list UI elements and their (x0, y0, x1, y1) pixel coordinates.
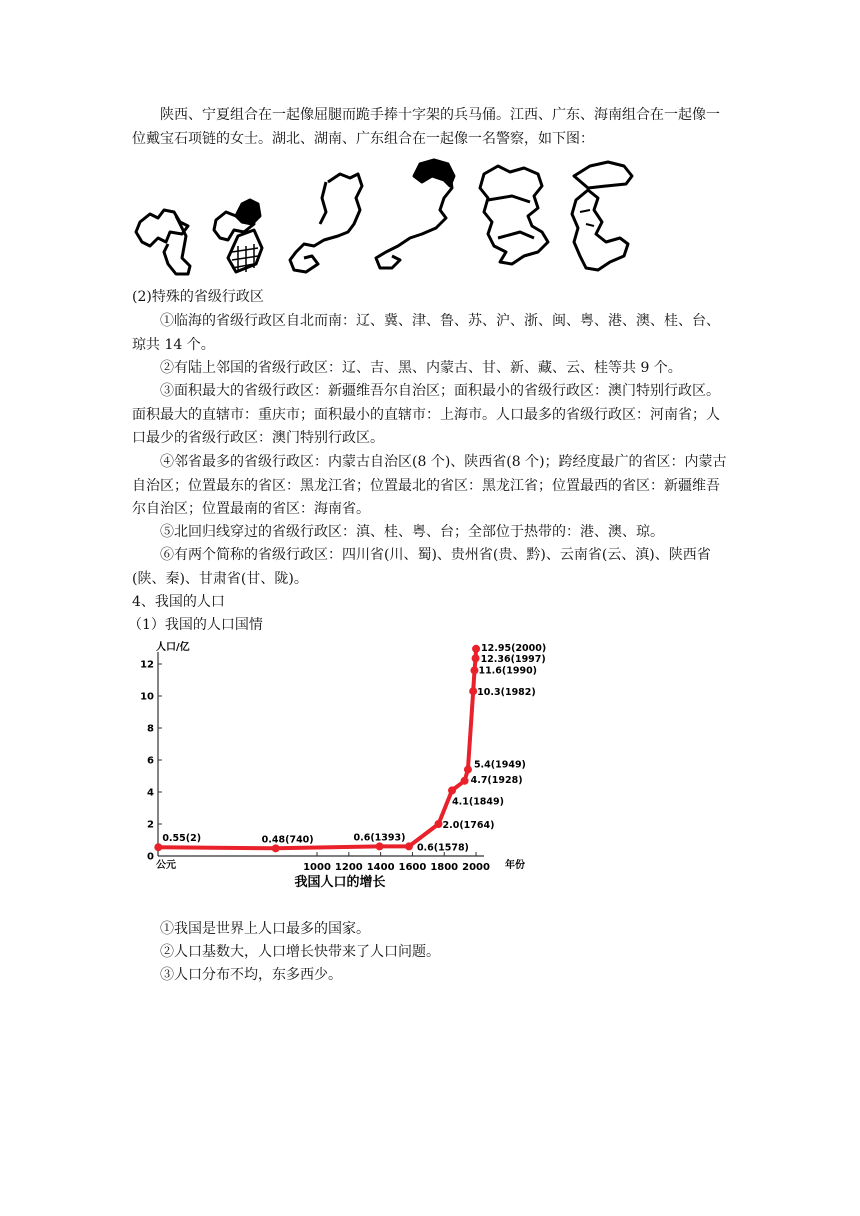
y-tick-label: 8 (147, 723, 154, 735)
data-point (272, 844, 280, 852)
x-tick-label: 1200 (334, 862, 363, 873)
x-axis-label: 年份 (505, 860, 525, 871)
x-tick-label: 1400 (366, 862, 395, 873)
y-tick-label: 10 (140, 691, 154, 703)
data-label: 12.95(2000) (481, 642, 547, 654)
data-point (472, 654, 480, 662)
subheading-population: （1）我国的人口国情 (128, 617, 263, 633)
data-label: 10.3(1982) (477, 687, 536, 699)
lady-profile-outline (376, 166, 452, 268)
data-label: 2.0(1764) (442, 820, 495, 831)
fact-item: ①我国是世界上人口最多的国家。 (160, 921, 370, 937)
y-tick-label: 6 (147, 755, 154, 767)
heading-population: 4、我国的人口 (132, 594, 225, 610)
data-label: 4.7(1928) (470, 774, 523, 786)
data-point (435, 820, 443, 828)
heading-special-regions: (2)特殊的省级行政区 (132, 289, 264, 305)
data-point (448, 786, 456, 794)
intro-paragraph: 陕西、宁夏组合在一起像屈腿而跪手捧十字架的兵马俑。江西、广东、海南组合在一起像一位戴宝石项链的女士。湖北、湖南、广东组合在一起像一名警察，如下图： (132, 107, 720, 147)
y-tick-label: 12 (140, 659, 154, 671)
fact-item: ②人口基数大，人口增长快带来了人口问题。 (160, 944, 440, 960)
list-item: ⑥有两个简称的省级行政区：四川省(川、蜀)、贵州省(贵、黔)、云南省(云、滇)、陕西省(陕、秦)、甘肃省(甘、陇)。 (132, 547, 711, 587)
data-point (472, 645, 480, 653)
policeman-face-detail (580, 210, 594, 226)
y-tick-label: 2 (147, 819, 154, 831)
x-tick-label: 1600 (398, 862, 427, 873)
warrior-helmet (236, 200, 260, 224)
x-origin-label: 公元 (156, 860, 176, 871)
y-axis-label: 人口/亿 (156, 642, 190, 653)
y-tick-label: 4 (147, 787, 154, 799)
x-tick-label: 1800 (430, 862, 459, 873)
x-tick-label: 1000 (303, 862, 331, 873)
hubei-hunan-guangdong-outline (480, 166, 548, 264)
shaanxi-ningxia-outline (136, 210, 190, 274)
x-tick-label: 2000 (462, 862, 490, 873)
data-point (470, 666, 478, 674)
jiangxi-guangdong-hainan-outline (290, 174, 362, 272)
chart-marks (154, 643, 546, 854)
population-growth-chart (138, 630, 547, 890)
guangdong-coast (320, 182, 326, 224)
policeman-outline (572, 162, 632, 270)
data-label: 0.6(1578) (416, 842, 469, 854)
data-label: 0.55(2) (162, 833, 202, 845)
data-point (154, 843, 162, 851)
data-point (461, 777, 469, 785)
lady-hair (414, 160, 454, 186)
list-item: ①临海的省级行政区自北而南：辽、冀、津、鲁、苏、沪、浙、闽、粤、港、澳、桂、台、琼共 14 个。 (132, 313, 720, 353)
data-label: 4.1(1849) (452, 796, 504, 808)
province-shape-illustrations (128, 152, 648, 280)
data-label: 12.36(1997) (480, 654, 546, 666)
data-label: 0.6(1393) (353, 832, 406, 844)
data-point (405, 842, 413, 850)
data-point (376, 842, 384, 850)
y-tick-label: 0 (147, 851, 154, 863)
data-label: 11.6(1990) (478, 665, 538, 677)
list-item: ④邻省最多的省级行政区：内蒙古自治区(8 个)、陕西省(8 个)；跨经度最广的省区：内蒙古自治区；位置最东的省区：黑龙江省；位置最北的省区：黑龙江省；位置最西的省区：新疆维吾尔自治区；位置最南的省区：海南省。 (132, 454, 727, 517)
chart-title: 我国人口的增长 (294, 875, 386, 890)
series-line (158, 649, 476, 849)
list-item: ⑤北回归线穿过的省级行政区：滇、桂、粤、台；全部位于热带的：港、澳、琼。 (160, 524, 664, 540)
list-item: ③面积最大的省级行政区：新疆维吾尔自治区；面积最小的省级行政区：澳门特别行政区。面积最大的直辖市：重庆市；面积最小的直辖市：上海市。人口最多的省级行政区：河南省；人口最少的省级行政区：澳门特别行政区。 (132, 383, 720, 446)
data-label: 5.4(1949) (473, 759, 526, 771)
data-point (464, 766, 472, 774)
data-point (469, 687, 477, 695)
fact-item: ③人口分布不均，东多西少。 (160, 967, 342, 983)
list-item: ②有陆上邻国的省级行政区：辽、吉、黑、内蒙古、甘、新、藏、云、桂等共 9 个。 (160, 360, 682, 376)
data-label: 0.48(740) (261, 834, 314, 846)
